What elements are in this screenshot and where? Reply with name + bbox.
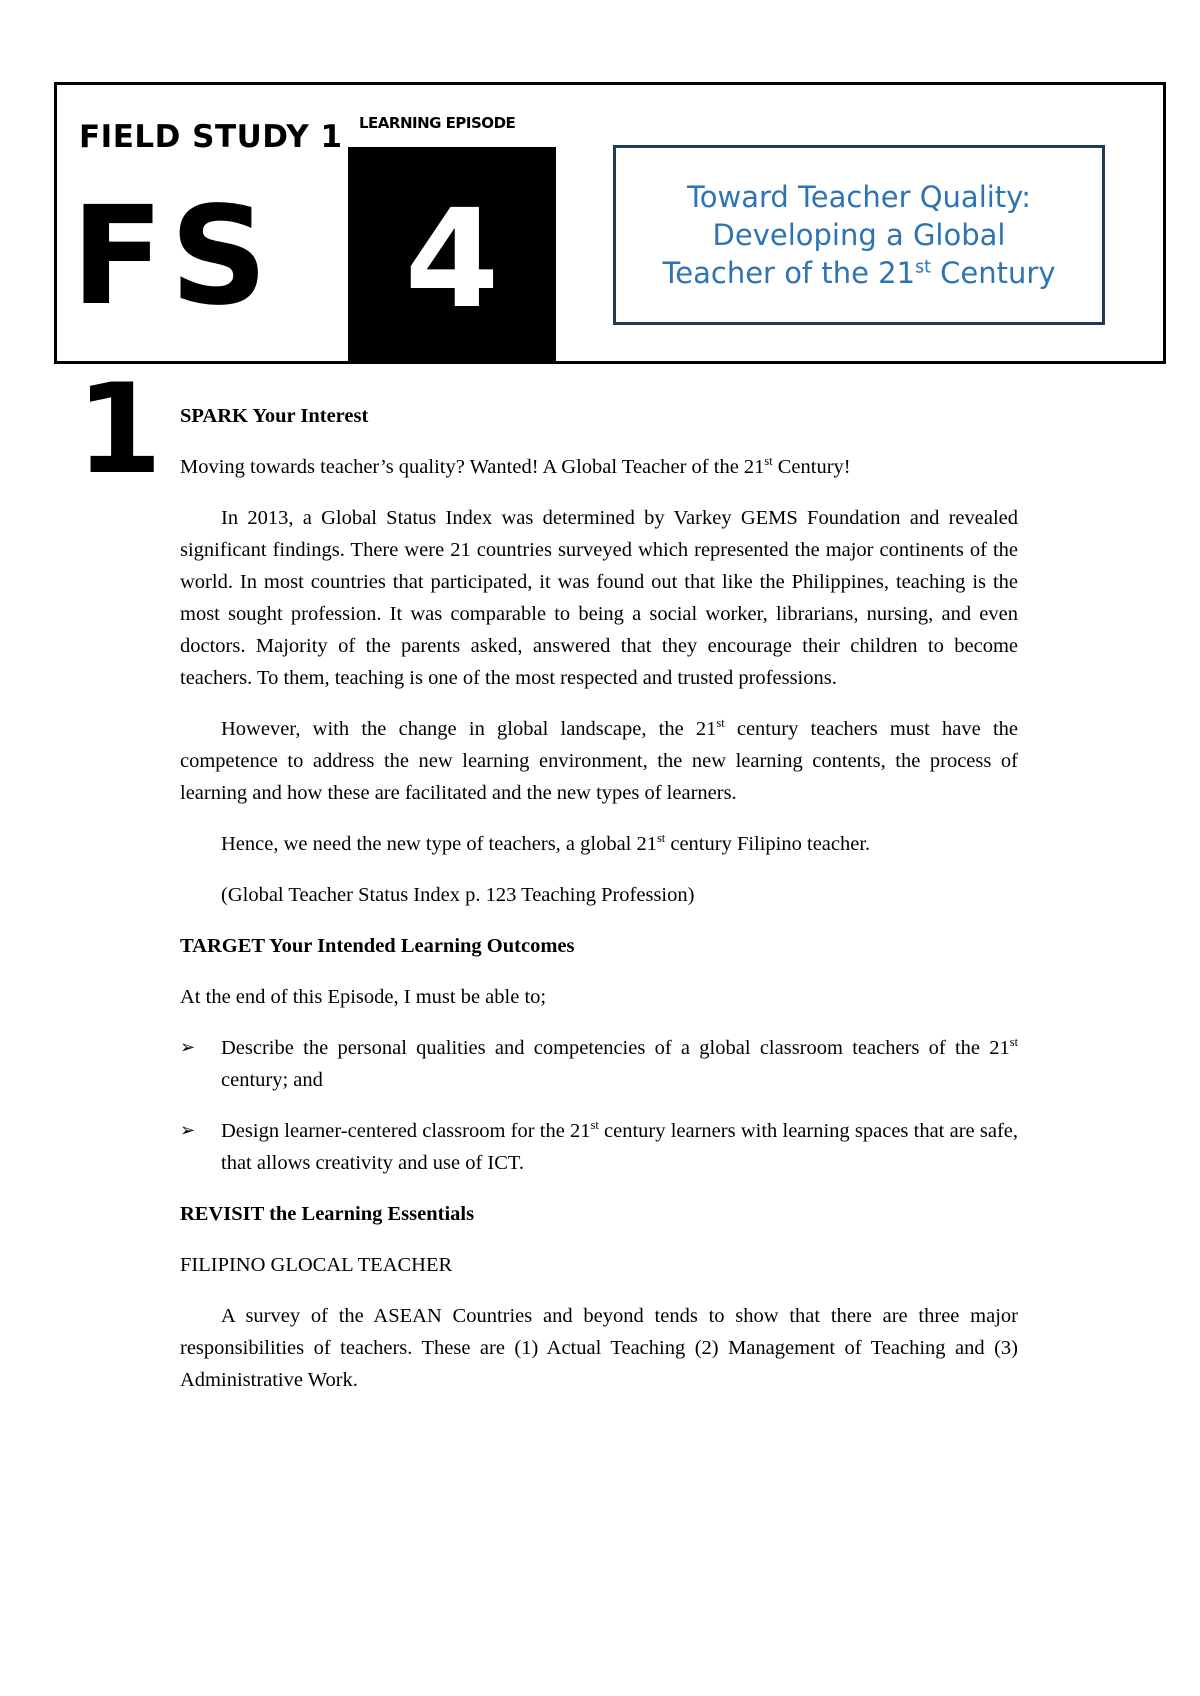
ordinal-suffix: st: [1009, 1035, 1018, 1050]
revisit-heading: REVISIT the Learning Essentials: [180, 1203, 475, 1225]
episode-title-line2: Developing a Global: [712, 218, 1006, 252]
spark-lead: [180, 451, 1018, 483]
part-number: 1: [76, 358, 163, 502]
episode-content: [180, 400, 1018, 1415]
episode-number: 4: [404, 180, 500, 339]
target-heading: TARGET Your Intended Learning Outcomes: [180, 935, 575, 957]
list-item: [180, 1032, 1018, 1096]
ordinal-suffix: st: [764, 454, 773, 469]
outcome-1-end: century; and: [221, 1069, 323, 1091]
episode-header: [54, 82, 1166, 364]
episode-number-block: [348, 147, 556, 364]
target-intro: At the end of this Episode, I must be able to;: [180, 986, 547, 1008]
episode-title: [662, 178, 1055, 292]
spark-lead-end: Century!: [772, 456, 851, 478]
list-item: [180, 1115, 1018, 1179]
spark-paragraph-3-end: century Filipino teacher.: [665, 833, 871, 855]
spark-citation: (Global Teacher Status Index p. 123 Teaching Profession): [221, 884, 695, 906]
episode-title-line3: Teacher of the 21: [662, 256, 916, 290]
learning-outcomes-list: [180, 1032, 1018, 1179]
course-code: FS: [71, 178, 274, 336]
arrowhead-bullet-icon: ➢: [180, 1120, 196, 1141]
spark-paragraph-3: [180, 828, 1018, 860]
episode-title-line3-end: Century: [930, 256, 1056, 290]
arrowhead-bullet-icon: ➢: [180, 1037, 196, 1058]
ordinal-suffix: st: [716, 716, 725, 731]
learning-episode-label: LEARNING EPISODE: [359, 114, 516, 132]
revisit-subheading: FILIPINO GLOCAL TEACHER: [180, 1254, 453, 1276]
spark-paragraph-2-end: century teachers must have the competence to address the new learning environment, the new learning contents, the process of learning and how these are facilitated and the new types of learners.: [180, 718, 1018, 804]
episode-title-line1: Toward Teacher Quality:: [686, 180, 1032, 214]
spark-paragraph-2: [180, 713, 1018, 809]
spark-paragraph-2-text: However, with the change in global landscape, the 21: [221, 718, 717, 740]
course-title: FIELD STUDY 1: [79, 119, 343, 155]
ordinal-suffix: st: [657, 831, 666, 846]
outcome-1-text: Describe the personal qualities and competencies of a global classroom teachers of the 21: [221, 1037, 1010, 1059]
spark-heading: SPARK Your Interest: [180, 405, 369, 427]
spark-paragraph-3-text: Hence, we need the new type of teachers, a global 21: [221, 833, 658, 855]
ordinal-suffix: st: [590, 1118, 599, 1133]
ordinal-suffix: st: [915, 257, 931, 278]
spark-lead-text: Moving towards teacher’s quality? Wanted! A Global Teacher of the 21: [180, 456, 765, 478]
episode-title-box: [613, 145, 1105, 325]
revisit-paragraph: A survey of the ASEAN Countries and beyond tends to show that there are three major responsibilities of teachers. These are (1) Actual Teaching (2) Management of Teaching and (3) Administrative Work.: [180, 1305, 1018, 1391]
outcome-2-text: Design learner-centered classroom for the 21: [221, 1120, 591, 1142]
spark-paragraph-1: In 2013, a Global Status Index was determined by Varkey GEMS Foundation and revealed significant findings. There were 21 countries surveyed which represented the major continents of the world. In most countries that participated, it was found out that like the Philippines, teaching is the most sought profession. It was comparable to being a social worker, librarians, nursing, and even doctors. Majority of the parents asked, answered that they encourage their children to become teachers. To them, teaching is one of the most respected and trusted professions.: [180, 507, 1018, 689]
outcome-2-end: century learners with learning spaces that are safe, that allows creativity and use of ICT.: [221, 1120, 1018, 1174]
